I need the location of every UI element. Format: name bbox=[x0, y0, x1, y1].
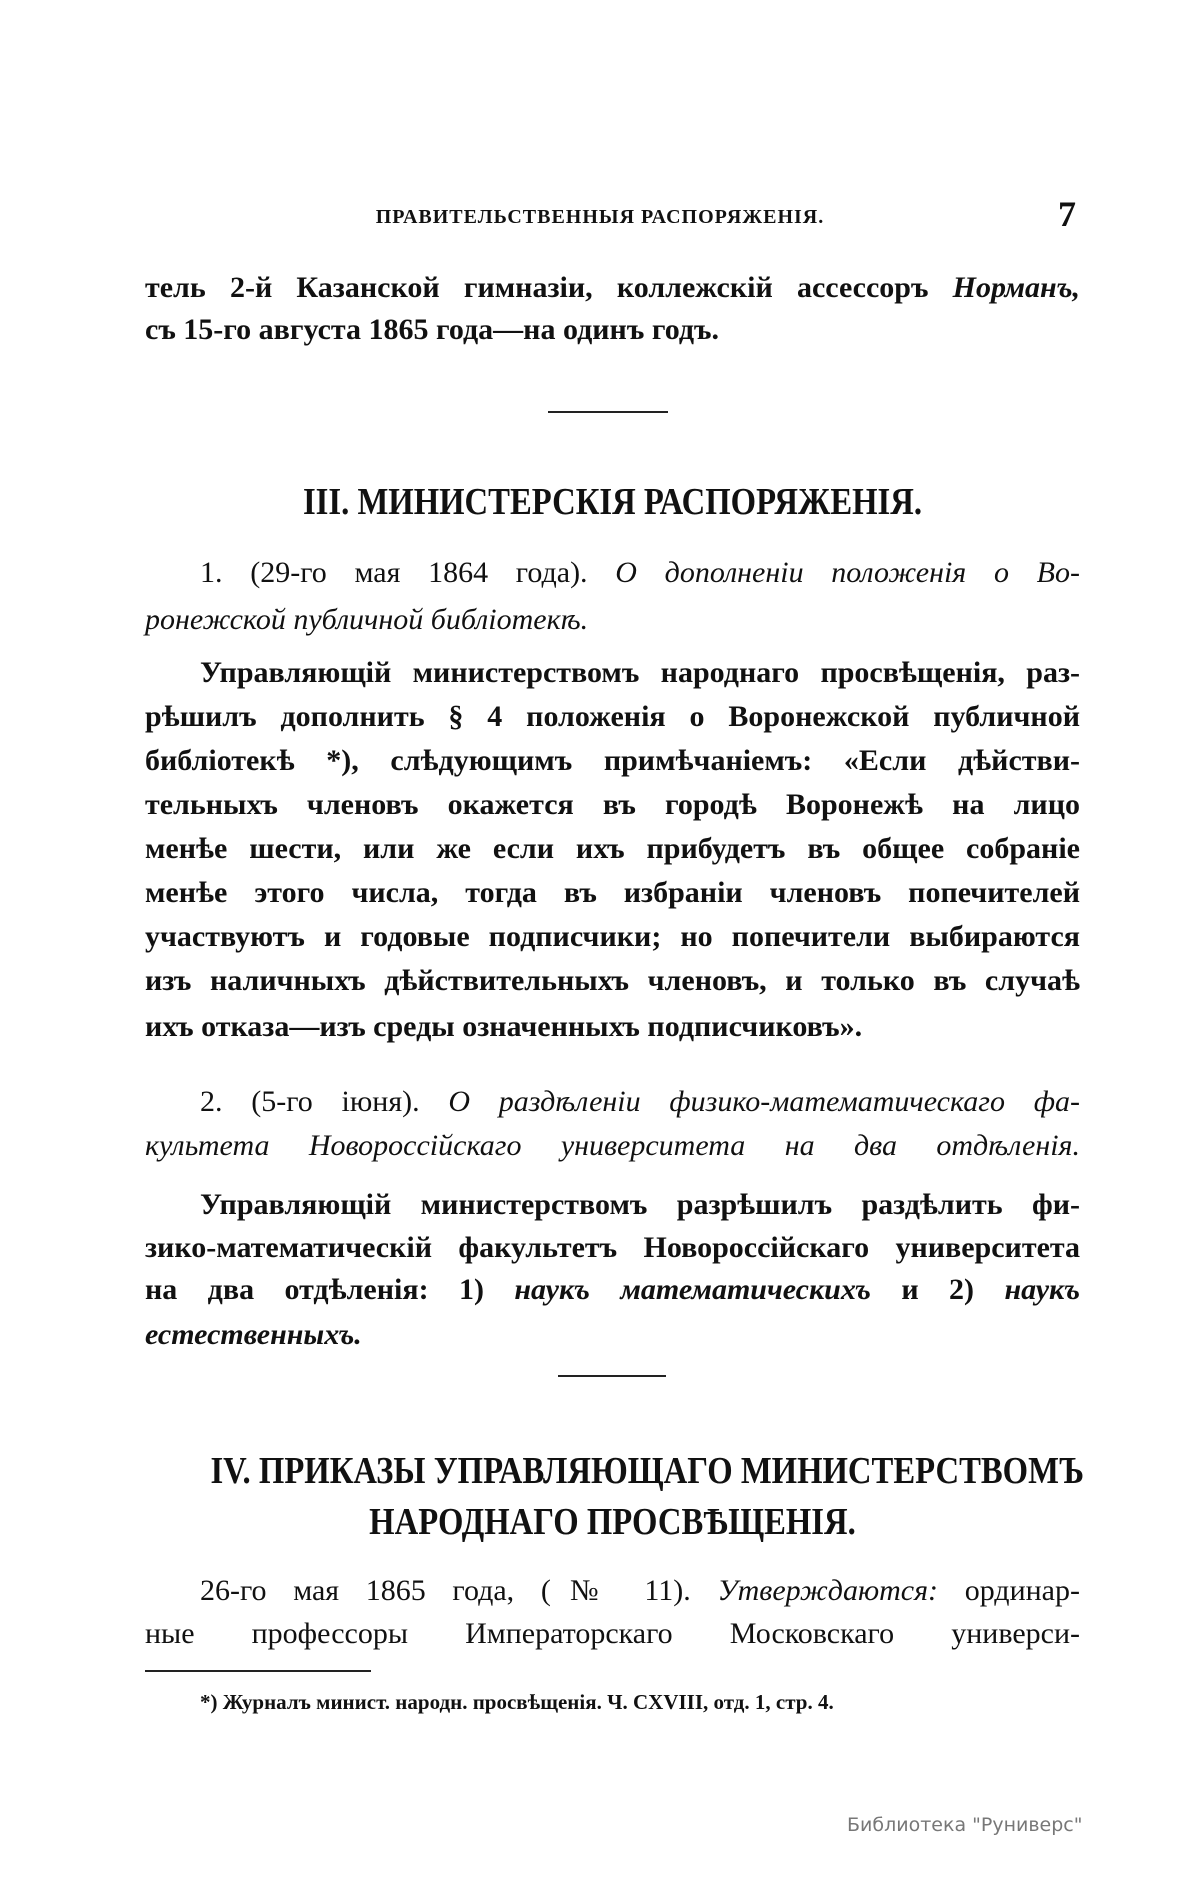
page-number: 7 bbox=[1058, 194, 1076, 234]
body-line: естественныхъ. bbox=[145, 1318, 362, 1351]
text: тель 2-й Казанской гимназіи, коллежскій ассессоръ bbox=[145, 271, 929, 304]
section-divider bbox=[558, 1375, 666, 1377]
item-2-date: 2. (5-го іюня). bbox=[200, 1085, 420, 1118]
item-1-line bbox=[200, 553, 1080, 593]
section-heading-iv-cont: НАРОДНАГО ПРОСВѢЩЕНІЯ. bbox=[369, 1501, 856, 1543]
section-divider bbox=[548, 411, 668, 413]
text-italic: наукъ математическихъ bbox=[514, 1273, 871, 1306]
running-header: ПРАВИТЕЛЬСТВЕННЫЯ РАСПОРЯЖЕНІЯ. bbox=[375, 206, 825, 228]
body-line: Управляющій министерствомъ народнаго просвѣщенія, раз- bbox=[200, 656, 1080, 689]
item-1-date: 1. (29-го мая 1864 года). bbox=[200, 556, 588, 589]
order-date: 26-го мая 1865 года, (№ 11). bbox=[200, 1574, 691, 1607]
text: на два отдѣленія: 1) bbox=[145, 1273, 484, 1306]
body-line: рѣшилъ дополнить § 4 положенія о Воронежской публичной bbox=[145, 700, 1080, 733]
section-heading-iv: IV. ПРИКАЗЫ УПРАВЛЯЮЩАГО МИНИСТЕРСТВОМЪ bbox=[210, 1450, 1084, 1492]
body-line: Управляющій министерствомъ разрѣшилъ раздѣлить фи- bbox=[200, 1188, 1080, 1221]
footnote-rule bbox=[145, 1670, 371, 1672]
body-line: менѣе шести, или же если ихъ прибудетъ въ общее собраніе bbox=[145, 832, 1080, 865]
name-italic: Норманъ, bbox=[952, 271, 1081, 304]
order-line bbox=[200, 1571, 1080, 1611]
item-1-title: О дополненіи положенія о Во- bbox=[615, 556, 1080, 589]
order-line: ные профессоры Императорскаго Московскаго универси- bbox=[145, 1617, 1080, 1650]
body-line: библіотекѣ *), слѣдующимъ примѣчаніемъ: «Если дѣйстви- bbox=[145, 744, 1080, 777]
item-1-title-cont: ронежской публичной библіотекѣ. bbox=[145, 603, 589, 636]
section-heading-iii: III. МИНИСТЕРСКІЯ РАСПОРЯЖЕНІЯ. bbox=[302, 481, 923, 523]
body-line: менѣе этого числа, тогда въ избраніи членовъ попечителей bbox=[145, 876, 1080, 909]
body-line: ихъ отказа—изъ среды означенныхъ подписчиковъ». bbox=[145, 1010, 863, 1043]
body-line: тельныхъ членовъ окажется въ городѣ Воронежѣ на лицо bbox=[145, 788, 1080, 821]
item-2-line bbox=[200, 1082, 1080, 1122]
text-line: съ 15-го августа 1865 года—на одинъ годъ. bbox=[145, 313, 720, 346]
text: и 2) bbox=[901, 1273, 975, 1306]
body-line: зико-математическій факультетъ Новороссійскаго университета bbox=[145, 1231, 1080, 1264]
text: ординар- bbox=[964, 1574, 1080, 1607]
order-verb: Утверждаются: bbox=[717, 1574, 939, 1607]
footnote: *) Журналъ минист. народн. просвѣщенія. Ч. CXVIII, отд. 1, стр. 4. bbox=[200, 1690, 834, 1714]
body-line bbox=[145, 1270, 1080, 1310]
body-line: участвуютъ и годовые подписчики; но попечители выбираются bbox=[145, 920, 1080, 953]
text-italic: наукъ bbox=[1004, 1273, 1081, 1306]
library-watermark: Библиотека "Руниверс" bbox=[847, 1814, 1083, 1836]
item-2-title: О раздѣленіи физико-математическаго фа- bbox=[448, 1085, 1080, 1118]
item-2-title-cont: культета Новороссійскаго университета на два отдѣленія. bbox=[145, 1129, 1080, 1162]
body-line: изъ наличныхъ дѣйствительныхъ членовъ, и только въ случаѣ bbox=[145, 964, 1080, 997]
text-line bbox=[145, 268, 1080, 308]
